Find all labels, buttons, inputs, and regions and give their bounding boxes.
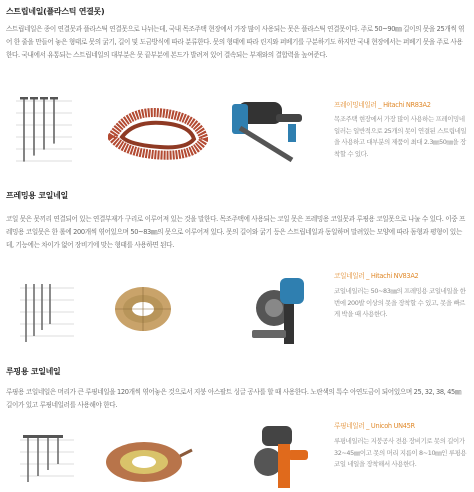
section-strip-nail [0, 0, 474, 175]
framing-nailer-image [228, 94, 308, 166]
section-description: 코일 못은 못끼리 연결되어 있는 연결부재가 구리로 이루어져 있는 것을 말한다. 목조주택에 사용되는 코일 못은 프레밍용 코일못과 루핑용 코일못으로 나눌 수 있다. 이중 프레밍용 코일못은 한 롤에 200개씩 엮어있으며 50~83㎜의 못으로 이루어져 있다. 못의 길이와 굵기 등은 스트립네일과 동일하며 말려있는 모양에 따라 돔형과 평형이 있는데, 기능에는 차이가 없어 장비기에 맞는 형태를 사용하면 된다. [6, 215, 465, 249]
tool-description: 루핑네일러는 지붕공사 전용 장비기로 못의 길이가 32~45㎜이고 못의 머리 지름이 8~10㎜인 루핑용 코일 네일을 장착해서 사용한다. [334, 437, 467, 469]
roofing-coil-nail-image [104, 438, 194, 486]
nail-size-chart-image [14, 95, 72, 165]
tool-caption: 루핑네일러 _ Unicoh UN45R [334, 422, 415, 430]
tool-caption: 프레이밍네일러 _ Hitachi NR83A2 [334, 101, 431, 109]
strip-nail-roll-image [108, 103, 208, 161]
roofing-nail-size-chart-image [18, 432, 74, 488]
nail-size-chart-image [18, 278, 74, 348]
tool-description: 목조주택 현장에서 가장 많이 사용하는 프레이밍네일러는 일반적으로 25개의 못이 연결된 스트립네일을 사용하고 대부분의 제품이 최대 2.3㎜50㎜을 장착할 수 있다. [334, 115, 467, 158]
coil-nailer-image [250, 270, 312, 348]
section-title: 스트립네일(플라스틱 연결못) [6, 7, 105, 16]
section-description: 스트립네일은 종이 연결못과 플라스틱 연결못으로 나뉘는데, 국내 목조주택 현장에서 가장 많이 사용되는 못은 플라스틱 연결못이다. 주로 50~90㎜ 길이의 못을 25개씩 엮어 한 줄을 만들어 놓은 형태로 못의 굵기, 길이 및 도금방식에 따라 분류한다. 못의 형태에 따라 린지와 퍼베기를 구분하기도 하지만 국내 현장에서는 퍼베기 못을 주로 사용한다. 국내에서 유통되는 스트립네일의 대부분은 못 끝부분에 본드가 발려져 있어 결속되는 부재와의 결합력을 높여준다. [6, 25, 465, 59]
framing-coil-nail-image [112, 283, 174, 335]
section-description: 루핑용 코일네일은 머리가 큰 루핑네일을 120개씩 엮어놓은 것으로서 지붕 아스팔트 싱글 공사를 할 때 사용한다. 노란색의 특수 아연도금이 되어있으며 25, 32, 38, 45㎜ 길이가 있고 루핑네일러를 사용해야 한다. [6, 388, 462, 409]
section-title: 루핑용 코일네일 [6, 367, 61, 376]
section-framing-coil-nail [0, 190, 474, 360]
tool-description: 코일네일러는 50~83㎜의 프레밍용 코일네일을 한 번에 200발 이상의 못을 장착할 수 있고, 못을 빠르게 박을 때 사용한다. [334, 287, 466, 319]
roofing-nailer-image [248, 420, 312, 492]
tool-caption: 코일네일러 _ Hitachi NV83A2 [334, 272, 419, 280]
section-roofing-coil-nail [0, 366, 474, 492]
section-title: 프레밍용 코일네일 [6, 191, 68, 200]
